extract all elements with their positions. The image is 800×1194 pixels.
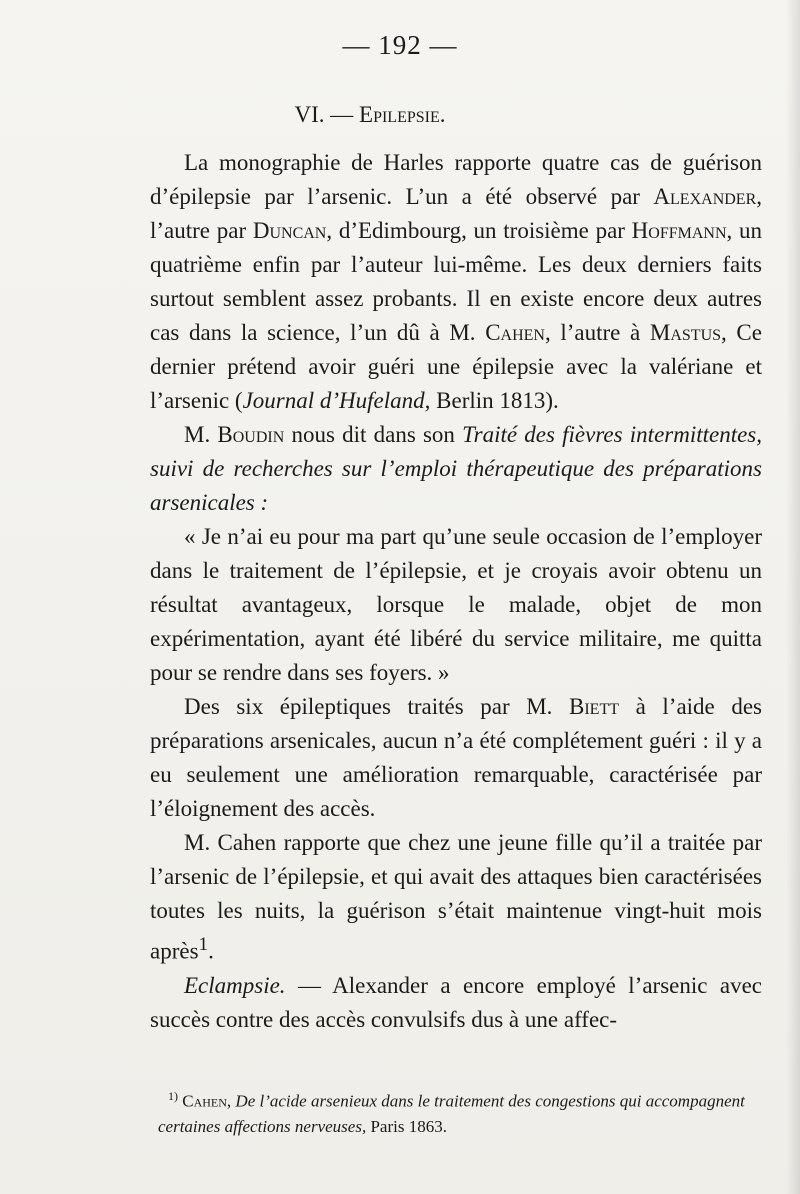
author-name: Duncan [252, 218, 327, 243]
text-run: . [208, 938, 214, 964]
text-run: , l’autre par [150, 184, 762, 243]
paragraph-6 [150, 969, 762, 1037]
footnote-title: De l’acide arsenieux dans le traitement des congestions qui accompagnent certaines affections nerveuses, [158, 1091, 745, 1136]
author-name: Alexander [653, 184, 757, 209]
text-run: Paris 1863. [366, 1116, 447, 1136]
text-run: , Ce dernier prétend avoir guéri une épilepsie avec la valériane et l’arsenic ( [150, 320, 762, 413]
author-name: Cahen [485, 320, 545, 345]
text-run: , un quatrième enfin par l’auteur lui-même. Les deux derniers faits surtout semblent assez probants. Il en existe encore deux autres cas dans la science, l’un dû à M. [150, 218, 763, 345]
page-number: — 192 — [342, 30, 458, 60]
text-run: M. Cahen rapporte que chez une jeune fille qu’il a traitée par l’arsenic de l’épilepsie, et qui avait des attaques bien caractérisées toutes les nuits, la guérison s’était maintenue vingt-huit mois après [150, 830, 762, 964]
subsection-heading: Eclampsie. [184, 972, 286, 998]
author-name: Biett [569, 694, 620, 719]
journal-title: Journal d’Hufeland, [242, 388, 431, 413]
text-run: Berlin 1813). [430, 388, 559, 413]
text-run: M. [184, 422, 218, 447]
text-run: , l’autre à [544, 320, 650, 345]
text-run: , [226, 1091, 236, 1111]
text-run: nous dit dans son [284, 422, 463, 447]
author-name: Hoffmann [631, 218, 727, 243]
author-name: Boudin [217, 422, 285, 447]
author-name: Mastus [649, 320, 722, 345]
paragraph-5 [150, 826, 762, 969]
paragraph-2 [150, 418, 762, 520]
section-title-text: Epilepsie. [359, 102, 446, 127]
footnote-marker: 1) [168, 1089, 178, 1103]
body-text [150, 146, 762, 1037]
text-run: , d’Edimbourg, un troisième par [326, 218, 632, 243]
paragraph-4 [150, 690, 762, 826]
section-number: VI. — [294, 102, 354, 127]
section-title [0, 102, 740, 128]
text-run: à l’aide des préparations arsenicales, aucun n’a été complétement guéri : il y a eu seulement une amélioration remarquable, caractérisée par l’éloignement des accès. [150, 694, 762, 821]
paragraph-3-quote: « Je n’ai eu pour ma part qu’une seule occasion de l’employer dans le traitement de l’épilepsie, et je croyais avoir obtenu un résultat avantageux, lorsque le malade, objet de mon expérimentation, ayant été libéré du service militaire, me quitta pour se rendre dans ses foyers. » [150, 524, 762, 685]
footnote [158, 1084, 768, 1139]
footnote-ref: 1 [198, 934, 209, 955]
footnote-author: Cahen [182, 1091, 227, 1111]
text-run: Des six épileptiques traités par M. [184, 694, 570, 719]
paragraph-1 [150, 146, 762, 418]
page-edge-shadow [786, 0, 800, 1194]
book-title: Traité des fièvres intermittentes, suivi de recherches sur l’emploi thérapeutique des préparations arsenicales : [150, 422, 763, 515]
text-run: — Alexander a encore employé l’arsenic avec succès contre des accès convulsifs dus à une affec- [150, 972, 762, 1032]
text-run: La monographie de Harles rapporte quatre cas de guérison d’épilepsie par l’arsenic. L’un a été observé par [150, 150, 762, 209]
